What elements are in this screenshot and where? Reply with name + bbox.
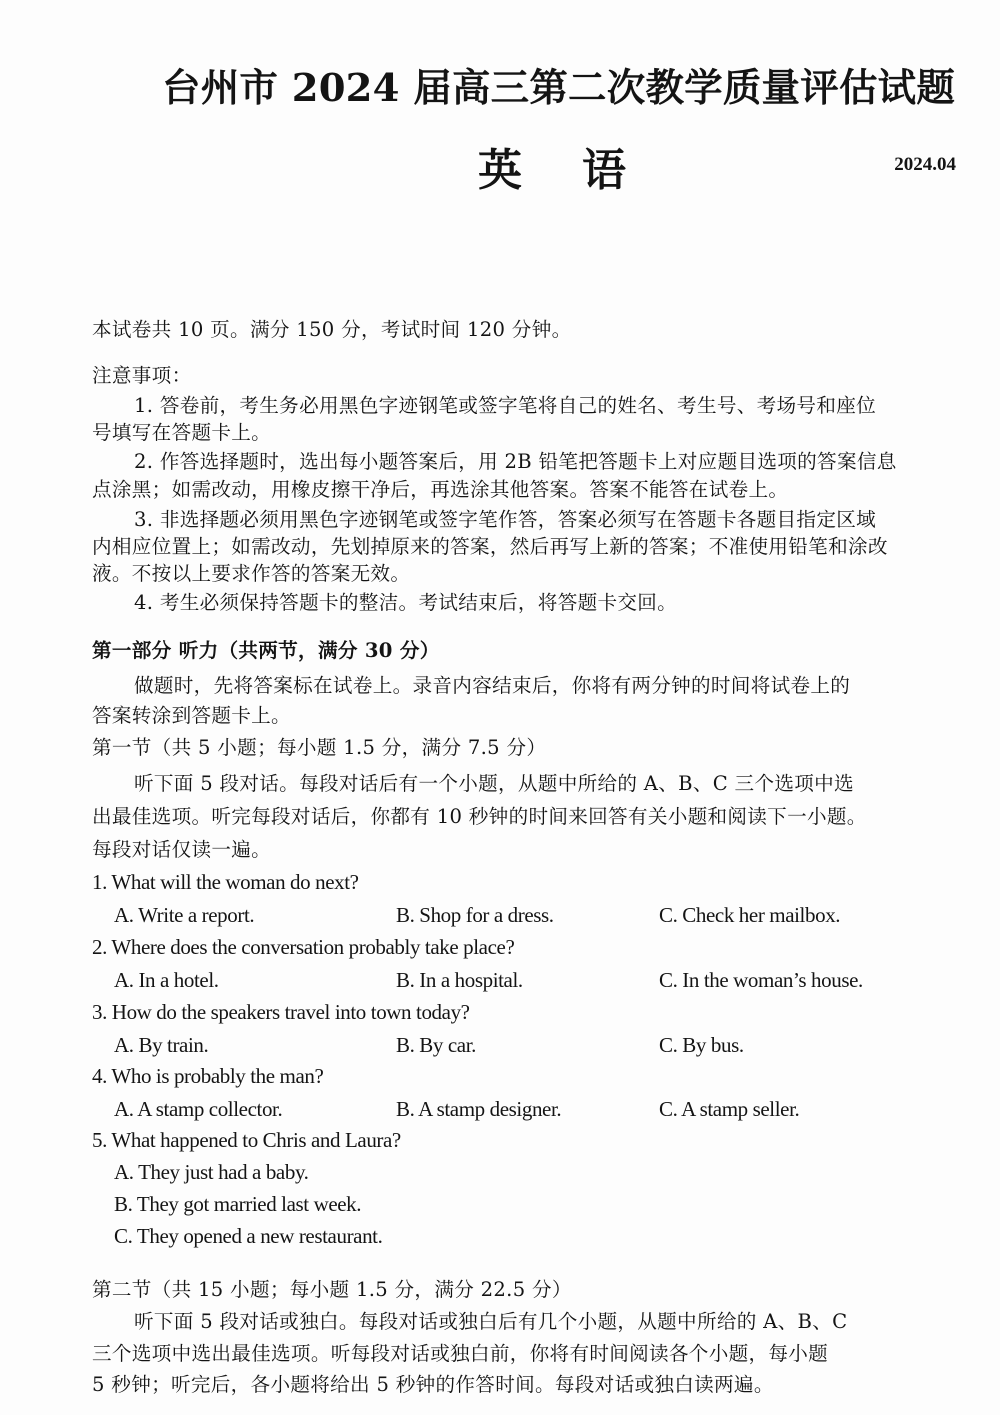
question-text: 5. What happened to Chris and Laura?: [92, 1128, 401, 1152]
exam-title: 台州市 2024 届高三第二次教学质量评估试题: [162, 66, 956, 111]
option-a: A. A stamp collector.: [114, 1097, 283, 1121]
section1-instruction: 每段对话仅读一遍。: [92, 838, 272, 861]
option-b: B. A stamp designer.: [396, 1097, 562, 1121]
section1-instruction: 出最佳选项。听完每段对话后，你都有 10 秒钟的时间来回答有关小题和阅读下一小题。: [92, 805, 867, 828]
question-text: 1. What will the woman do next?: [92, 870, 359, 894]
subject-char: 英: [478, 145, 522, 196]
option-a: A. By train.: [114, 1033, 209, 1057]
note-line: 号填写在答题卡上。: [92, 421, 272, 444]
option-c: C. They opened a new restaurant.: [114, 1224, 383, 1248]
note-line: 4. 考生必须保持答题卡的整洁。考试结束后，将答题卡交回。: [134, 591, 678, 614]
part1-instruction: 答案转涂到答题卡上。: [92, 704, 291, 727]
option-c: C. By bus.: [659, 1033, 744, 1057]
exam-intro: 本试卷共 10 页。满分 150 分，考试时间 120 分钟。: [92, 318, 572, 341]
subject-char: 语: [582, 145, 626, 196]
exam-date: 2024.04: [894, 154, 956, 175]
option-b: B. Shop for a dress.: [396, 903, 554, 927]
part1-instruction: 做题时，先将答案标在试卷上。录音内容结束后，你将有两分钟的时间将试卷上的: [134, 674, 851, 697]
question-text: 4. Who is probably the man?: [92, 1064, 324, 1088]
section2-heading: 第二节（共 15 小题；每小题 1.5 分，满分 22.5 分）: [92, 1278, 572, 1301]
section2-instruction: 5 秒钟；听完后，各小题将给出 5 秒钟的作答时间。每段对话或独白读两遍。: [92, 1373, 774, 1396]
section1-heading: 第一节（共 5 小题；每小题 1.5 分，满分 7.5 分）: [92, 736, 547, 759]
section1-instruction: 听下面 5 段对话。每段对话后有一个小题，从题中所给的 A、B、C 三个选项中选: [134, 772, 854, 795]
question-text: 3. How do the speakers travel into town today?: [92, 1000, 470, 1024]
option-b: B. By car.: [396, 1033, 476, 1057]
question-text: 2. Where does the conversation probably take place?: [92, 935, 515, 959]
option-a: A. In a hotel.: [114, 968, 219, 992]
option-c: C. Check her mailbox.: [659, 903, 841, 927]
part1-heading: 第一部分 听力（共两节，满分 30 分）: [92, 639, 440, 662]
option-c: C. In the woman’s house.: [659, 968, 863, 992]
note-line: 液。不按以上要求作答的答案无效。: [92, 562, 411, 585]
option-b: B. They got married last week.: [114, 1192, 362, 1216]
option-a: A. Write a report.: [114, 903, 255, 927]
section2-instruction: 三个选项中选出最佳选项。听每段对话或独白前，你将有时间阅读各个小题，每小题: [92, 1342, 829, 1365]
note-line: 点涂黑；如需改动，用橡皮擦干净后，再选涂其他答案。答案不能答在试卷上。: [92, 478, 789, 501]
subject-title: [478, 134, 626, 198]
note-line: 1. 答卷前，考生务必用黑色字迹钢笔或签字笔将自己的姓名、考生号、考场号和座位: [134, 394, 876, 417]
note-line: 3. 非选择题必须用黑色字迹钢笔或签字笔作答，答案必须写在答题卡各题目指定区域: [134, 508, 876, 531]
section2-instruction: 听下面 5 段对话或独白。每段对话或独白后有几个小题，从题中所给的 A、B、C: [134, 1310, 848, 1333]
option-b: B. In a hospital.: [396, 968, 523, 992]
option-a: A. They just had a baby.: [114, 1160, 309, 1184]
note-line: 内相应位置上；如需改动，先划掉原来的答案，然后再写上新的答案；不准使用铅笔和涂改: [92, 535, 888, 558]
option-c: C. A stamp seller.: [659, 1097, 800, 1121]
notes-heading: 注意事项：: [92, 364, 192, 387]
note-line: 2. 作答选择题时，选出每小题答案后，用 2B 铅笔把答题卡上对应题目选项的答案信息: [134, 450, 897, 473]
